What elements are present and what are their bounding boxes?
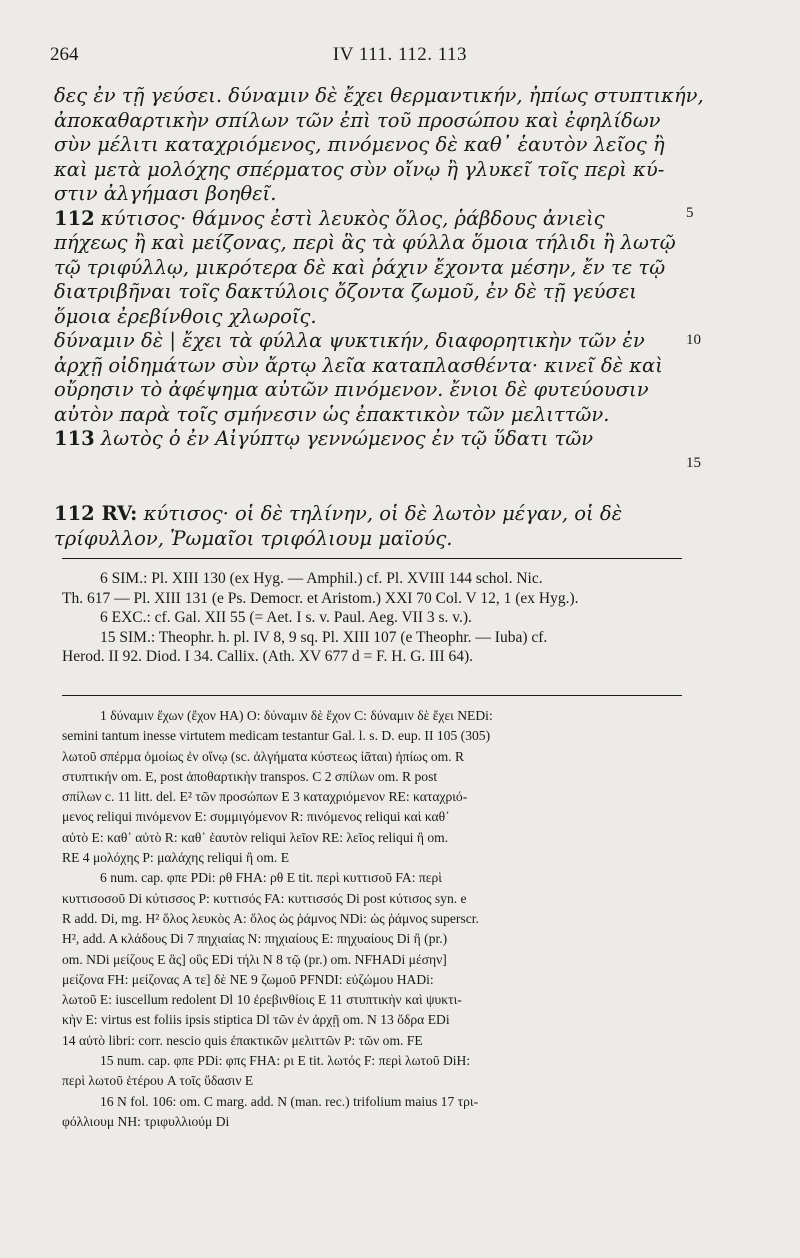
- text-line: οὔρησιν τὸ ἀφέψημα αὐτῶν πινόμενον. ἔνιοι δὲ φυτεύουσιν: [54, 378, 649, 401]
- page-number: 264: [50, 44, 79, 65]
- apparatus-line: φόλλιουμ NH: τριφυλλιούμ Di: [62, 1113, 230, 1129]
- text-line: τῷ τριφύλλῳ, μικρότερα δὲ καὶ ῥάχιν ἔχοντα μέσην, ἔν τε τῷ: [54, 255, 666, 279]
- text-line: στιν ἀλγήμασι βοηθεῖ.: [54, 182, 277, 205]
- text-line: ὅμοια ἐρεβίνθοις χλωροῖς.: [54, 304, 317, 328]
- line-number: 10: [686, 332, 701, 348]
- apparatus-line: R add. Di, mg. H² ὅλος λευκὸς A: ὅλος ὡς ῥάμνος NDi: ὡς ῥάμνος superscr.: [62, 910, 479, 926]
- similia-line: 6 EXC.: cf. Gal. XII 55 (= Aet. I s. v. Paul. Aeg. VII 3 s. v.).: [100, 609, 472, 626]
- text-line: δες ἐν τῇ γεύσει. δύναμιν δὲ ἔχει θερμαντικήν, ἠπίως στυπτικήν,: [54, 84, 704, 107]
- text-segment: κύτισος· θάμνος ἐστὶ λευκὸς ὅλος, ῥάβδους ἀνιεὶς: [100, 206, 605, 230]
- rv-text: κύτισος· οἱ δὲ τηλίνην, οἱ δὲ λωτὸν μέγαν, οἱ δὲ: [143, 502, 623, 525]
- apparatus-line: 16 N fol. 106: om. C marg. add. N (man. rec.) trifolium maius 17 τρι-: [100, 1093, 479, 1109]
- apparatus-line: λωτοῦ E: iuscellum redolent Dl 10 ἐρεβινθίοις E 11 στυπτικὴν καὶ ψυκτι-: [62, 992, 462, 1008]
- text-line: διατριβῆναι τοῖς δακτύλοις ὄζοντα ζωμοῦ, ἐν δὲ τῇ γεύσει: [54, 280, 637, 303]
- text-line: πήχεως ἢ καὶ μείζονας, περὶ ἃς τὰ φύλλα ὅμοια τήλιδι ἢ λωτῷ: [54, 231, 676, 254]
- text-segment: λωτὸς ὁ ἐν Αἰγύπτῳ γεννώμενος ἐν τῷ ὕδατι τῶν: [100, 427, 594, 450]
- text-line-section-start: [54, 427, 674, 452]
- text-line: καὶ μετὰ μολόχης σπέρματος σὺν οἴνῳ ἢ γλυκεῖ τοῖς περὶ κύ-: [54, 157, 665, 181]
- apparatus-line: λωτοῦ σπέρμα ὁμοίως ἐν οἴνῳ (sc. ἀλγήματα κύστεως ἰᾶται) ἠπίως om. R: [62, 748, 465, 764]
- text-line: ἀρχῇ οἰδημάτων σὺν ἄρτῳ λεῖα καταπλασθέντα· κινεῖ δὲ καὶ: [54, 353, 663, 377]
- apparatus-line: 6 num. cap. φπε PDi: ρθ FHA: ρθ E tit. περὶ κυττισοῦ FA: περὶ: [100, 870, 442, 886]
- apparatus-line: περὶ λωτοῦ ἑτέρου A τοῖς ὕδασιν E: [62, 1073, 254, 1089]
- apparatus-line: κὴν E: virtus est foliis ipsis stiptica Dl τῶν ἐν ἀρχῇ om. N 13 ὄδρα EDi: [62, 1012, 450, 1028]
- similia-line: 6 SIM.: Pl. XIII 130 (ex Hyg. — Amphil.) cf. Pl. XVIII 144 schol. Nic.: [100, 570, 543, 587]
- apparatus-line: RE 4 μολόχης P: μαλάχης reliqui ἢ om. E: [62, 850, 290, 866]
- apparatus-line: στυπτικήν om. E, post ἀποθαρτικὴν transpos. C 2 σπίλων om. R post: [62, 768, 438, 784]
- apparatus-line: semini tantum inesse virtutem medicam testantur Gal. l. s. D. eup. II 105 (305): [62, 728, 491, 744]
- rv-label: 112 RV:: [54, 502, 138, 525]
- section-number: 113: [54, 427, 95, 450]
- apparatus-line: H², add. A κλάδους Di 7 πηχιαίας N: πηχιαίους E: πηχυαίους Di ἢ (pr.): [62, 931, 448, 947]
- apparatus-line: σπίλων c. 11 litt. del. E² τῶν προσώπων E 3 καταχριόμενον RE: καταχριό-: [62, 789, 468, 805]
- page-header: [50, 44, 750, 70]
- similia-line: Herod. II 92. Diod. I 34. Callix. (Ath. XV 677 d = F. H. G. III 64).: [62, 648, 474, 665]
- section-number: 112: [54, 206, 95, 230]
- critical-apparatus: [62, 706, 722, 1132]
- apparatus-line: om. NDi μείζους E ἃς] οὓς EDi τήλι N 8 τῷ (pr.) om. NFHADi μέσην]: [62, 951, 447, 967]
- line-number: 5: [686, 205, 694, 221]
- rv-note-line: [54, 502, 744, 527]
- line-number: 15: [686, 455, 701, 471]
- text-line-section-start: [54, 207, 674, 232]
- text-line: δύναμιν δὲ | ἔχει τὰ φύλλα ψυκτικήν, διαφορητικὴν τῶν ἐν: [54, 329, 645, 352]
- apparatus-line: 15 num. cap. φπε PDi: φπς FHA: ρι E tit. λωτός F: περὶ λωτοῦ DiH:: [100, 1053, 471, 1069]
- running-title: IV 111. 112. 113: [332, 44, 468, 65]
- text-line: ἀποκαθαρτικὴν σπίλων τῶν ἐπὶ τοῦ προσώπου καὶ ἐφηλίδων: [54, 108, 661, 132]
- similia-line: 15 SIM.: Theophr. h. pl. IV 8, 9 sq. Pl. XIII 107 (e Theophr. — Iuba) cf.: [100, 628, 548, 646]
- rv-note: [54, 502, 744, 551]
- text-line: αὐτὸν παρὰ τοῖς σμήνεσιν ὡς ἐπακτικὸν τῶν μελιττῶν.: [54, 402, 610, 426]
- similia-line: Th. 617 — Pl. XIII 131 (e Ps. Democr. et Aristom.) XXI 70 Col. V 12, 1 (ex Hyg.).: [62, 589, 579, 607]
- apparatus-line: αὐτὸ E: καθ᾽ αὐτὸ R: καθ᾽ ἑαυτὸν reliqui λεῖον RE: λεῖος reliqui ἢ om.: [62, 829, 449, 845]
- similia-apparatus: [62, 569, 710, 667]
- separator-rule: [62, 695, 682, 696]
- apparatus-line: 1 δύναμιν ἔχων (ἔχον HA) O: δύναμιν δὲ ἔχον C: δύναμιν δὲ ἔχει NEDi:: [100, 708, 493, 723]
- separator-rule: [62, 558, 682, 559]
- apparatus-line: 14 αὐτὸ libri: corr. nescio quis ἐπακτικῶν μελιττῶν P: τῶν om. FE: [62, 1032, 423, 1048]
- apparatus-line: κυττισοσοῦ Di κύτισσος P: κυττισός FA: κυττισσός Di post κύτισος syn. e: [62, 890, 467, 906]
- apparatus-line: μείζονα FH: μείζονας A τε] δὲ NE 9 ζωμοῦ PFNDI: εὐζώμου HADi:: [62, 971, 434, 987]
- apparatus-line: μενος reliqui πινόμενον E: συμμιγόμενον R: πινόμενος reliqui καὶ καθ᾽: [62, 809, 450, 825]
- rv-note-line: τρίφυλλον, Ῥωμαῖοι τριφόλιουμ μαϊούς.: [54, 526, 453, 550]
- text-line: σὺν μέλιτι καταχριόμενος, πινόμενος δὲ καθ᾽ ἑαυτὸν λεῖος ἢ: [54, 133, 665, 156]
